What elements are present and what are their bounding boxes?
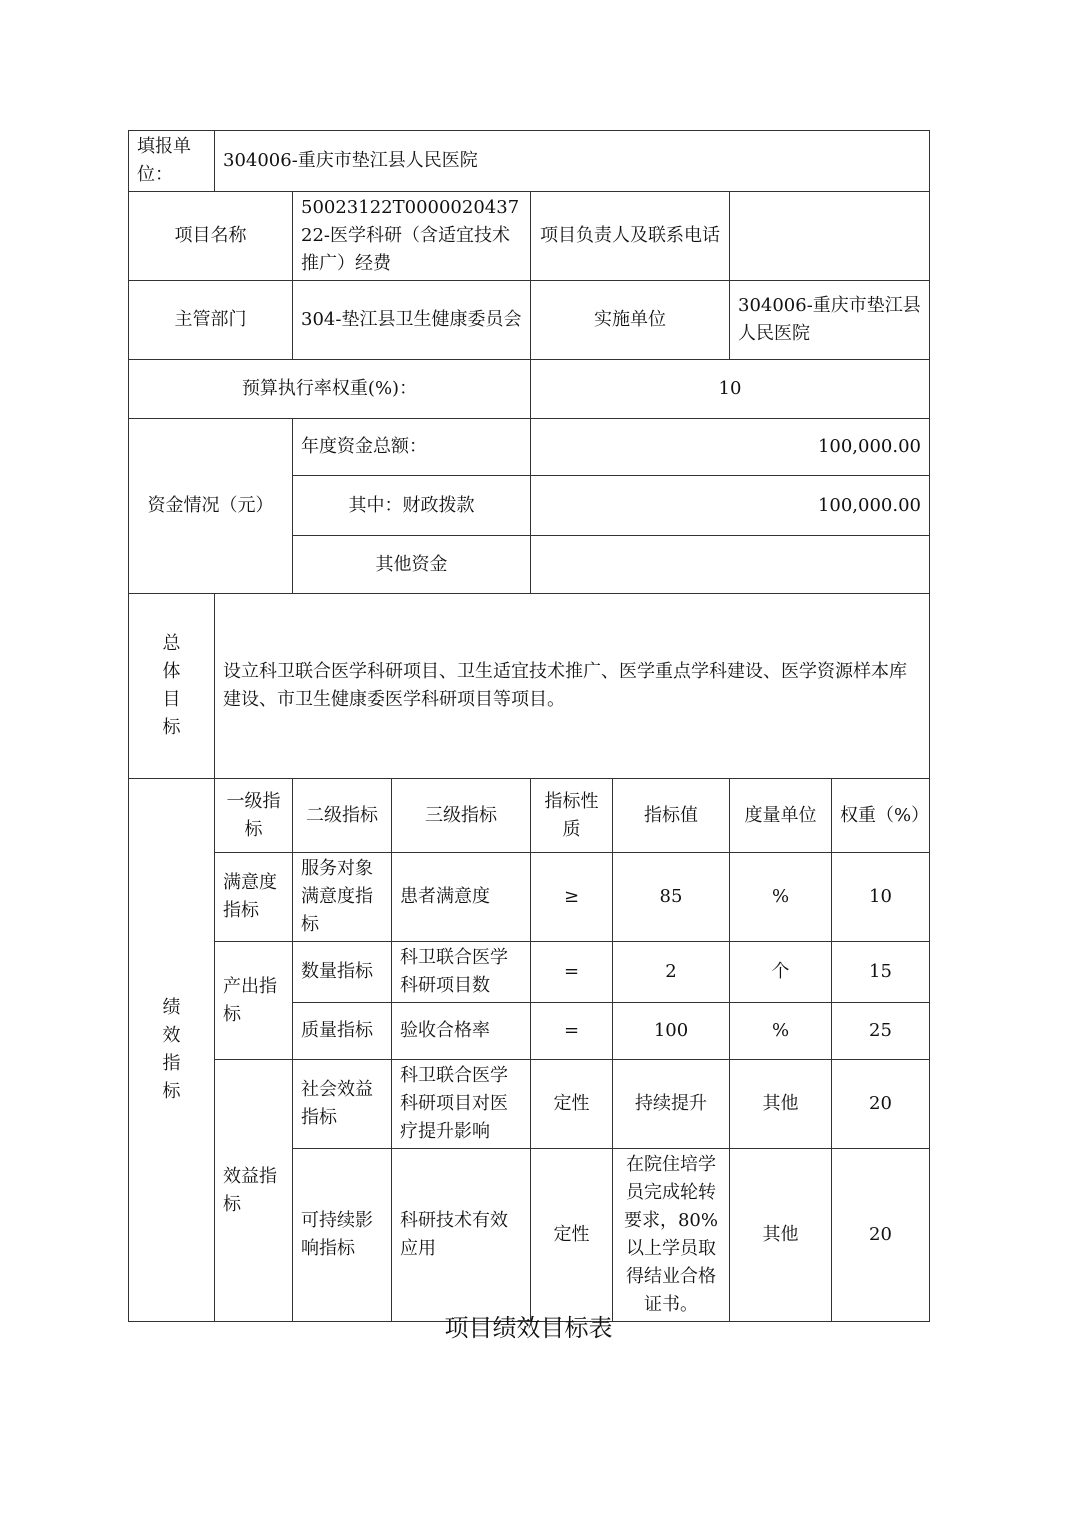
unit-cell: 其他 <box>730 1060 832 1149</box>
value-cell: 85 <box>613 853 730 942</box>
value-cell: 2 <box>613 942 730 1003</box>
budget-weight-value: 10 <box>531 360 930 419</box>
nature-cell: 定性 <box>531 1060 613 1149</box>
header-weight: 权重（%） <box>832 779 930 853</box>
group-satisfaction: 满意度指标 <box>215 853 293 942</box>
level3-cell: 科卫联合医学科研项目数 <box>392 942 531 1003</box>
table-row <box>129 1060 930 1149</box>
weight-cell: 10 <box>832 853 930 942</box>
indicators-label <box>129 779 215 1322</box>
unit-cell: 其他 <box>730 1149 832 1322</box>
goal-label <box>129 594 215 779</box>
level3-cell: 科研技术有效应用 <box>392 1149 531 1322</box>
funds-total-label: 年度资金总额： <box>293 419 531 476</box>
funds-fiscal-value: 100,000.00 <box>531 476 930 536</box>
project-name-label: 项目名称 <box>129 192 293 281</box>
weight-cell: 20 <box>832 1149 930 1322</box>
project-name-value: 50023122T000002043722-医学科研（含适宜技术推广）经费 <box>293 192 531 281</box>
weight-cell: 25 <box>832 1003 930 1060</box>
unit-cell: 个 <box>730 942 832 1003</box>
table-row <box>129 853 930 942</box>
fill-unit-label: 填报单位： <box>129 131 215 192</box>
level2-cell: 可持续影响指标 <box>293 1149 392 1322</box>
nature-cell: ≥ <box>531 853 613 942</box>
project-contact-value <box>730 192 930 281</box>
level2-cell: 社会效益指标 <box>293 1060 392 1149</box>
funds-total-row <box>129 419 930 476</box>
project-contact-label: 项目负责人及联系电话 <box>531 192 730 281</box>
unit-cell: % <box>730 1003 832 1060</box>
level3-cell: 验收合格率 <box>392 1003 531 1060</box>
level2-cell: 服务对象满意度指标 <box>293 853 392 942</box>
header-unit: 度量单位 <box>730 779 832 853</box>
indicators-label-char: 绩 <box>162 997 181 1018</box>
goal-label-char: 标 <box>162 717 181 738</box>
impl-unit-value: 304006-重庆市垫江县人民医院 <box>730 281 930 360</box>
funds-label: 资金情况（元） <box>129 419 293 594</box>
goal-label-char: 体 <box>162 661 181 682</box>
department-row <box>129 281 930 360</box>
table-row <box>129 942 930 1003</box>
table-caption: 项目绩效目标表 <box>444 1314 613 1342</box>
goal-text: 设立科卫联合医学科研项目、卫生适宜技术推广、医学重点学科建设、医学资源样本库建设、市卫生健康委医学科研项目等项目。 <box>215 594 930 779</box>
indicators-label-char: 标 <box>162 1081 181 1102</box>
indicators-label-char: 指 <box>162 1053 181 1074</box>
value-cell: 持续提升 <box>613 1060 730 1149</box>
level3-cell: 科卫联合医学科研项目对医疗提升影响 <box>392 1060 531 1149</box>
fill-unit-value: 304006-重庆市垫江县人民医院 <box>215 131 930 192</box>
nature-cell: = <box>531 1003 613 1060</box>
dept-value: 304-垫江县卫生健康委员会 <box>293 281 531 360</box>
header-level2: 二级指标 <box>293 779 392 853</box>
goal-label-char: 总 <box>162 633 181 654</box>
goal-label-char: 目 <box>162 689 181 710</box>
dept-label: 主管部门 <box>129 281 293 360</box>
performance-goal-table <box>128 130 930 1322</box>
level2-cell: 质量指标 <box>293 1003 392 1060</box>
group-benefit: 效益指标 <box>215 1060 293 1322</box>
weight-cell: 15 <box>832 942 930 1003</box>
value-cell: 在院住培学员完成轮转要求，80%以上学员取得结业合格证书。 <box>613 1149 730 1322</box>
impl-unit-label: 实施单位 <box>531 281 730 360</box>
value-cell: 100 <box>613 1003 730 1060</box>
nature-cell: = <box>531 942 613 1003</box>
indicators-label-char: 效 <box>162 1025 181 1046</box>
project-row <box>129 192 930 281</box>
budget-weight-label: 预算执行率权重(%)： <box>129 360 531 419</box>
funds-fiscal-label: 其中：财政拨款 <box>293 476 531 536</box>
nature-cell: 定性 <box>531 1149 613 1322</box>
budget-row <box>129 360 930 419</box>
header-level3: 三级指标 <box>392 779 531 853</box>
indicator-header-row <box>129 779 930 853</box>
header-row <box>129 131 930 192</box>
level3-cell: 患者满意度 <box>392 853 531 942</box>
weight-cell: 20 <box>832 1060 930 1149</box>
unit-cell: % <box>730 853 832 942</box>
group-output: 产出指标 <box>215 942 293 1060</box>
header-value: 指标值 <box>613 779 730 853</box>
funds-total-value: 100,000.00 <box>531 419 930 476</box>
funds-other-value <box>531 536 930 594</box>
level2-cell: 数量指标 <box>293 942 392 1003</box>
header-level1: 一级指标 <box>215 779 293 853</box>
header-nature: 指标性质 <box>531 779 613 853</box>
funds-other-label: 其他资金 <box>293 536 531 594</box>
goal-row <box>129 594 930 779</box>
